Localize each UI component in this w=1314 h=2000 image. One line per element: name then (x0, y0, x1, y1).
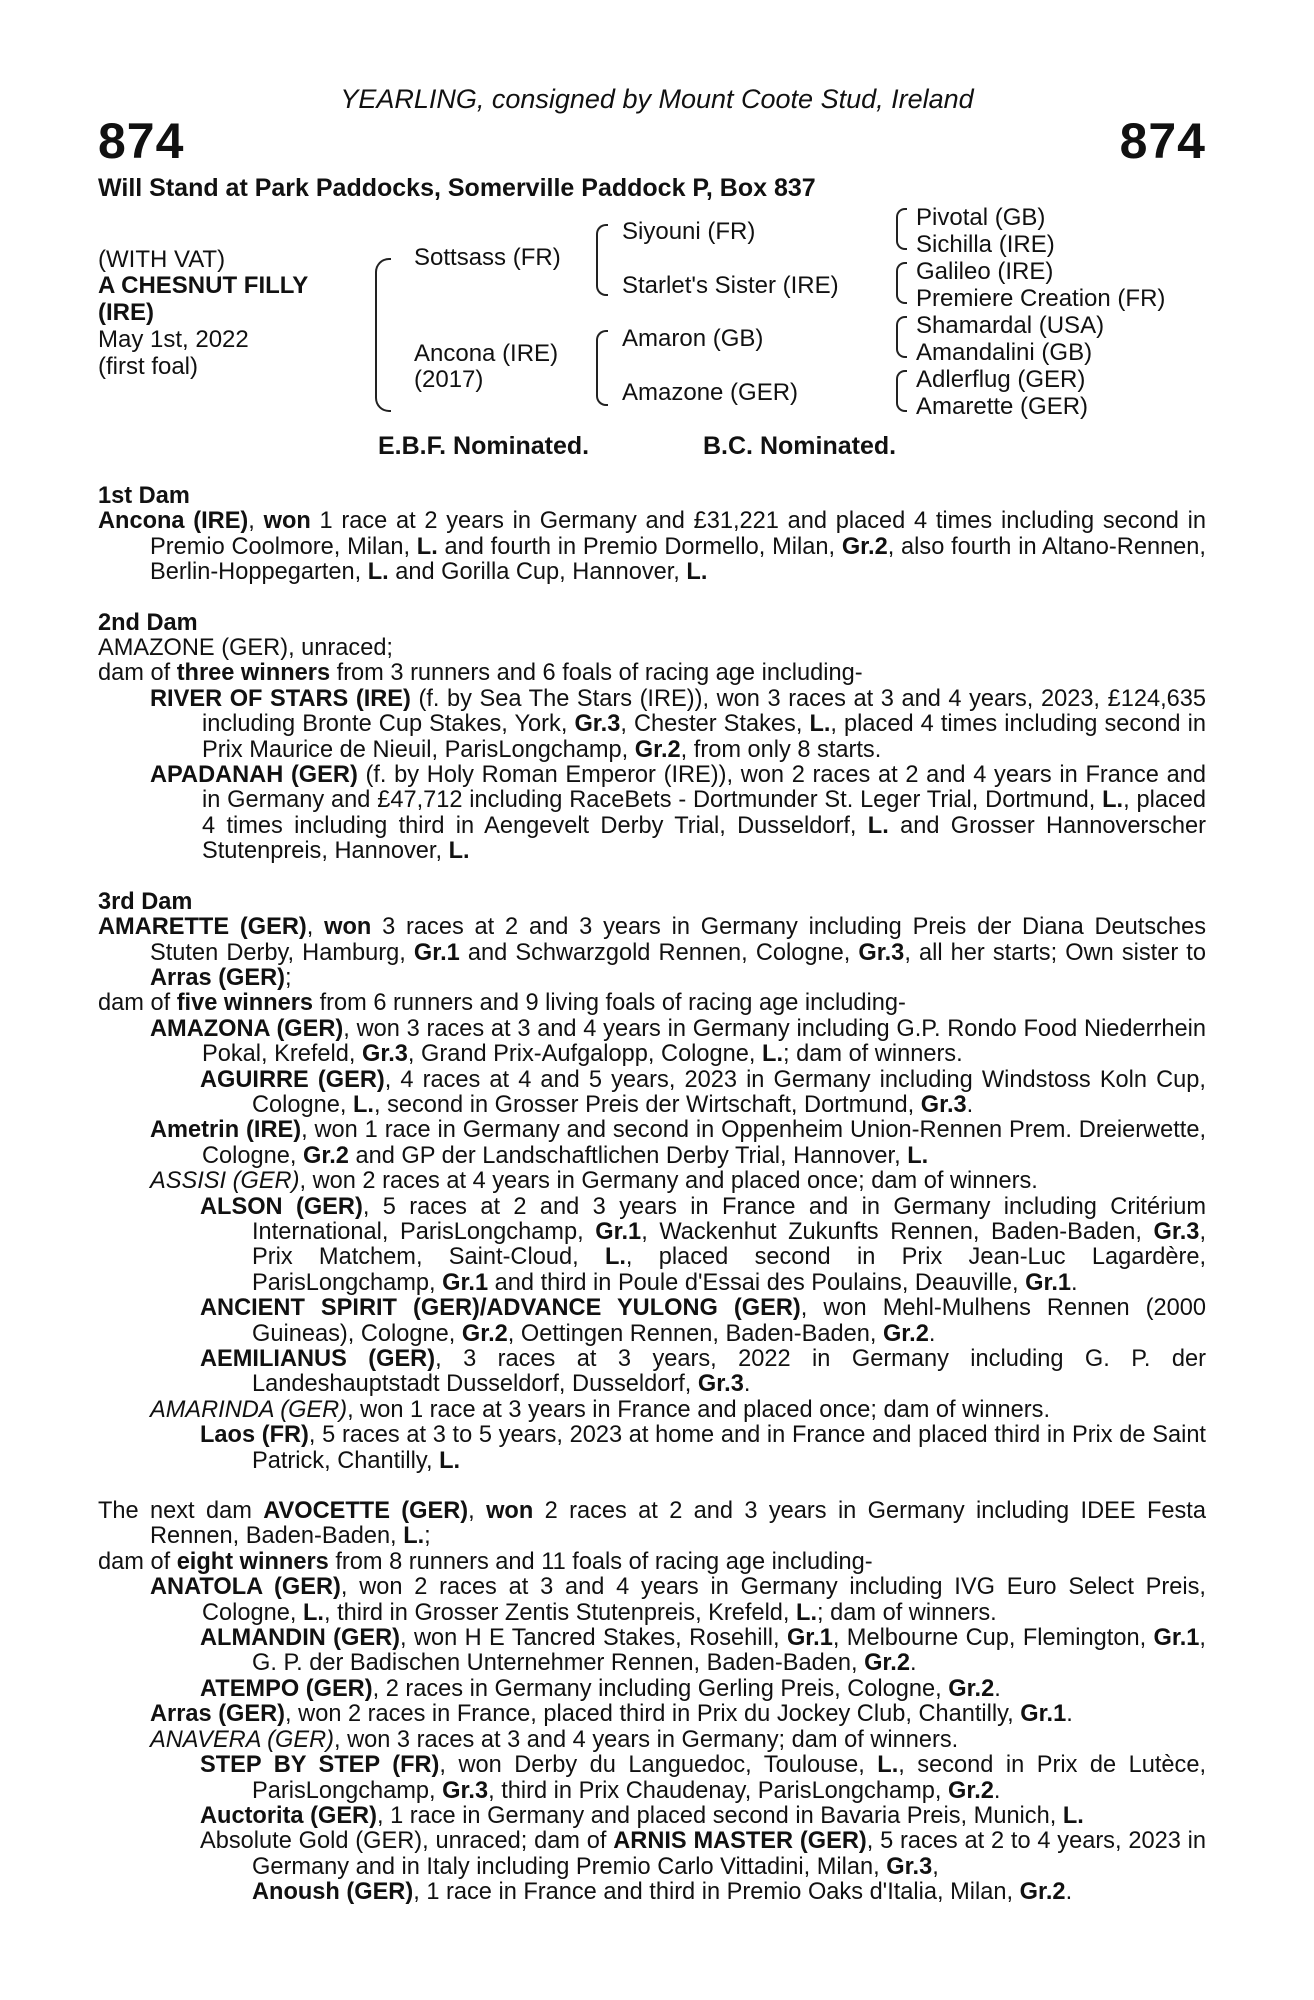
grade-label: L. (1102, 787, 1124, 814)
text: and Schwarzgold Rennen, Cologne, (459, 939, 859, 966)
text: , 5 races at 2 and 3 years in France and in Germany including Critérium International, ParisLongchamp, (252, 1193, 1206, 1245)
text: from 3 runners and 6 foals of racing age including- (330, 660, 863, 687)
grade-label: Gr.3 (362, 1041, 408, 1068)
text: Absolute Gold (GER), unraced; dam of (200, 1828, 614, 1855)
horse-name: Arras (GER) (150, 1701, 286, 1728)
progeny-ancient-spirit (98, 1296, 1206, 1347)
grade-label: Gr.2 (461, 1320, 508, 1347)
grade-label: Gr.3 (442, 1777, 489, 1804)
text: ; dam of winners. (817, 1599, 997, 1626)
grade-label: Gr.2 (303, 1142, 349, 1169)
text: . (910, 1650, 917, 1677)
grade-label: Gr.3 (920, 1091, 967, 1118)
grade-label: L. (448, 838, 470, 865)
text: , 2 races in Germany including Gerling Preis, Cologne, (372, 1675, 949, 1702)
progeny-atempo (98, 1677, 1206, 1702)
text: , won 2 races at 3 and 4 years in Germany including IVG Euro Select Preis, Cologne, (202, 1574, 1206, 1626)
progeny-arras (98, 1702, 1206, 1727)
progeny-alson (98, 1195, 1206, 1297)
grade-label: L. (403, 1523, 425, 1550)
grade-label: Gr.2 (1019, 1879, 1066, 1906)
text: and third in Poule d'Essai des Poulains, Deauville, (488, 1269, 1026, 1296)
dam-dam-dam: Amarette (GER) (916, 393, 1089, 420)
horse-name: ATEMPO (GER) (200, 1675, 373, 1702)
sire-dam-sire: Galileo (IRE) (916, 258, 1054, 285)
sire-dam: Starlet's Sister (IRE) (622, 272, 839, 299)
pedigree-brace-sire (596, 224, 608, 296)
grade-label: L. (416, 533, 438, 560)
progeny-ametrin (98, 1118, 1206, 1169)
catalogue-body (98, 484, 1206, 1906)
text: from 6 runners and 9 living foals of racing age including- (313, 990, 906, 1017)
dam-dam: Amazone (GER) (622, 379, 799, 406)
text: , from only 8 starts. (680, 736, 882, 763)
text: , 1 race in Germany and placed second in Bavaria Preis, Munich, (376, 1802, 1063, 1829)
dam-sire: Amaron (GB) (622, 325, 764, 352)
horse-name: ALSON (GER) (200, 1193, 363, 1220)
lot-number-left: 874 (98, 113, 185, 169)
pedigree-brace-sd (896, 262, 907, 304)
lot-number-right: 874 (1119, 113, 1206, 169)
grade-label: Gr.3 (886, 1853, 933, 1880)
grade-label: Gr.1 (1025, 1269, 1072, 1296)
pedigree-brace-dd (896, 370, 907, 412)
horse-name: AMAZONA (GER) (150, 1015, 344, 1042)
dam-dam-sire: Adlerflug (GER) (916, 366, 1086, 393)
text: , second in Prix de Lutèce, ParisLongchamp, (252, 1752, 1206, 1804)
grade-label: L. (353, 1091, 374, 1118)
horse-country: (IRE) (98, 299, 154, 326)
horse-name-ancona: Ancona (IRE) (98, 508, 249, 535)
text: . (1071, 1269, 1078, 1296)
progeny-auctorita (98, 1804, 1206, 1829)
grade-label: Gr.1 (786, 1625, 833, 1652)
text: . (966, 1091, 974, 1118)
text: , (248, 508, 264, 535)
grade-label: Gr.2 (882, 1320, 929, 1347)
sire-sire-sire: Pivotal (GB) (916, 204, 1046, 231)
sire: Sottsass (FR) (414, 244, 561, 271)
progeny-almandin (98, 1626, 1206, 1677)
text: , won 2 races at 4 years in Germany and placed once; dam of winners. (299, 1168, 1038, 1195)
progeny-step-by-step (98, 1753, 1206, 1804)
text: 1 race at 2 years in Germany and £31,221 and placed 4 times including second in Premio Coolmore, Milan, (150, 508, 1206, 560)
grade-label: Gr.1 (442, 1269, 489, 1296)
horse-name: Auctorita (GER) (200, 1802, 377, 1829)
horse-name: AEMILIANUS (GER) (200, 1346, 436, 1372)
text: . (1065, 1879, 1073, 1906)
text: , placed 4 times including third in Aengevelt Derby Trial, Dusseldorf, (202, 787, 1207, 839)
grade-label: Gr.2 (947, 1777, 994, 1804)
next-dam-entry (98, 1499, 1206, 1550)
grade-label: L. (439, 1447, 461, 1474)
dam-year: (2017) (414, 366, 484, 393)
vat-label: (WITH VAT) (98, 246, 226, 273)
text: , 1 race in France and third in Premio Oaks d'Italia, Milan, (413, 1879, 1020, 1906)
text: The next dam (98, 1498, 264, 1525)
dam-sire-sire: Shamardal (USA) (916, 312, 1105, 339)
progeny-river-of-stars (98, 687, 1206, 763)
progeny-aguirre (98, 1068, 1206, 1119)
horse-name: AVOCETTE (GER) (263, 1498, 469, 1525)
progeny-amazona (98, 1017, 1206, 1068)
horse-name: Ametrin (IRE) (150, 1117, 302, 1144)
horse-name: Arras (GER) (150, 964, 286, 991)
grade-label: L. (604, 1244, 626, 1271)
grade-label: L. (877, 1752, 899, 1779)
horse-name: ARNIS MASTER (GER) (613, 1828, 867, 1855)
text: dam of (98, 990, 177, 1017)
text: , placed 4 times including second in Prix Maurice de Nieuil, ParisLongchamp, (202, 711, 1206, 763)
third-dam-entry (98, 915, 1206, 991)
horse-name: ANCIENT SPIRIT (GER)/ADVANCE YULONG (GER) (200, 1295, 801, 1322)
consignment-line: YEARLING, consigned by Mount Coote Stud, Ireland (340, 84, 974, 114)
horse-name: ANATOLA (GER) (150, 1574, 341, 1601)
text: , Wackenhut Zukunfts Rennen, Baden-Baden, (641, 1218, 1154, 1245)
horse-name: AGUIRRE (GER) (200, 1066, 385, 1093)
text: 3 races at 2 and 3 years in Germany including Preis der Diana Deutsches Stuten Derby, Hamburg, (150, 914, 1206, 966)
grade-label: Gr.1 (413, 939, 460, 966)
dam: Ancona (IRE) (414, 340, 559, 367)
text: , Melbourne Cup, Flemington, (832, 1625, 1154, 1652)
section-heading-second-dam: 2nd Dam (98, 609, 198, 636)
horse-name: ASSISI (GER) (150, 1168, 300, 1195)
dam-sire-dam: Amandalini (GB) (916, 339, 1093, 366)
sire-sire: Siyouni (FR) (622, 218, 756, 245)
text: . (993, 1777, 1001, 1804)
text: , G. P. der Badischen Unternehmer Rennen, Baden-Baden, (252, 1625, 1206, 1677)
text: , 3 races at 3 years, 2022 in Germany including G. P. der Landeshauptstadt Dusseldorf, Dusseldorf, (252, 1346, 1207, 1398)
second-dam-name: AMAZONE (GER), unraced; (98, 635, 393, 662)
progeny-aemilianus (98, 1347, 1206, 1398)
text: , won H E Tancred Stakes, Rosehill, (400, 1625, 787, 1652)
grade-label: L. (867, 812, 889, 839)
stand-location: Will Stand at Park Paddocks, Somerville Paddock P, Box 837 (98, 174, 816, 202)
text: , 5 races at 2 to 4 years, 2023 in Germany and in Italy including Premio Carlo Vittadini, Milan, (252, 1828, 1206, 1880)
grade-label: L. (809, 711, 831, 738)
horse-name: RIVER OF STARS (IRE) (150, 685, 411, 712)
progeny-absolute-gold (98, 1829, 1206, 1905)
won-bold: won (486, 1498, 534, 1525)
grade-label: Gr.3 (697, 1371, 744, 1398)
progeny-anatola (98, 1575, 1206, 1626)
grade-label: Gr.2 (634, 736, 681, 763)
foal-note: (first foal) (98, 353, 199, 380)
pedigree-brace-ds (896, 316, 907, 358)
grade-label: L. (796, 1599, 818, 1626)
grade-label: Gr.3 (1153, 1218, 1200, 1245)
horse-name: Laos (FR) (200, 1422, 309, 1449)
text: , won 3 races at 3 and 4 years in Germany; dam of winners. (333, 1726, 959, 1753)
horse-name: AMARINDA (GER) (150, 1396, 348, 1423)
grade-label: Gr.1 (595, 1218, 642, 1245)
text: , won 1 race at 3 years in France and placed once; dam of winners. (347, 1396, 1051, 1423)
section-heading-third-dam: 3rd Dam (98, 888, 193, 915)
sire-sire-dam: Sichilla (IRE) (916, 231, 1055, 258)
text: , (932, 1853, 939, 1880)
next-dam-produce (98, 1550, 1206, 1575)
progeny-anavera (98, 1728, 1206, 1753)
text: . (994, 1675, 1001, 1702)
horse-name: AMARETTE (GER) (98, 914, 307, 941)
horse-name: STEP BY STEP (FR) (200, 1752, 440, 1779)
progeny-laos (98, 1423, 1206, 1474)
third-dam-produce (98, 991, 1206, 1016)
text: . (743, 1371, 751, 1398)
text: dam of (98, 1548, 177, 1575)
text: , Grand Prix-Aufgalopp, Cologne, (407, 1041, 763, 1068)
text: , all her starts; Own sister to (904, 939, 1206, 966)
horse-name: APADANAH (GER) (150, 762, 358, 789)
won-bold: won (263, 508, 311, 535)
grade-label: Gr.2 (948, 1675, 995, 1702)
text: , third in Grosser Zentis Stutenpreis, Krefeld, (323, 1599, 797, 1626)
text: and Gorilla Cup, Hannover, (388, 559, 687, 586)
text: , also fourth in Altano-Rennen, Berlin-Hoppegarten, (150, 533, 1206, 586)
text: , Prix Matchem, Saint-Cloud, (252, 1218, 1206, 1271)
pedigree-brace-ss (896, 208, 907, 250)
sire-dam-dam: Premiere Creation (FR) (916, 285, 1166, 312)
section-heading-first-dam: 1st Dam (98, 483, 190, 509)
winner-count: eight winners (176, 1548, 329, 1575)
ebf-nominated: E.B.F. Nominated. (378, 432, 590, 460)
text: , Oettingen Rennen, Baden-Baden, (507, 1320, 883, 1347)
grade-label: L. (762, 1041, 783, 1068)
horse-name: A CHESNUT FILLY (98, 272, 309, 299)
grade-label: Gr.3 (574, 711, 621, 738)
grade-label: L. (1062, 1802, 1084, 1829)
text: and Grosser Hannoverscher Stutenpreis, Hannover, (202, 812, 1206, 865)
horse-name: ANAVERA (GER) (150, 1726, 334, 1753)
text: (f. by Sea The Stars (IRE)), won 3 races at 3 and 4 years, 2023, £124,635 including Bronte Cup Stakes, York, (202, 685, 1206, 738)
winner-count: five winners (176, 990, 314, 1017)
text: , won 2 races in France, placed third in Prix du Jockey Club, Chantilly, (285, 1701, 1021, 1728)
text: . (1066, 1701, 1073, 1728)
winner-count: three winners (176, 660, 331, 687)
text: , placed second in Prix Jean-Luc Lagardère, ParisLongchamp, (252, 1244, 1207, 1296)
text: 2 races at 2 and 3 years in Germany including IDEE Festa Rennen, Baden-Baden, (150, 1498, 1206, 1550)
pedigree-brace-main (375, 258, 391, 412)
horse-name: ALMANDIN (GER) (200, 1625, 401, 1652)
text: , (306, 914, 325, 941)
won-bold: won (324, 914, 372, 941)
text: , won 1 race in Germany and second in Oppenheim Union-Rennen Prem. Dreierwette, Cologne, (202, 1117, 1206, 1169)
grade-label: L. (367, 559, 389, 586)
grade-label: L. (303, 1599, 324, 1626)
text: , won 3 races at 3 and 4 years in Germany including G.P. Rondo Food Niederrhein Pokal, Krefeld, (202, 1015, 1206, 1068)
text: ; (285, 964, 292, 991)
text: (f. by Holy Roman Emperor (IRE)), won 2 races at 2 and 4 years in France and in Germany and £47,712 including RaceBets - Dortmunder St. Leger Trial, Dortmund, (202, 762, 1206, 814)
text: , 5 races at 3 to 5 years, 2023 at home and in France and placed third in Prix de Saint Patrick, Chantilly, (252, 1422, 1206, 1474)
text: and GP der Landschaftlichen Derby Trial, Hannover, (348, 1142, 908, 1169)
text: and fourth in Premio Dormello, Milan, (437, 533, 842, 560)
text: , 4 races at 4 and 5 years, 2023 in Germany including Windstoss Koln Cup, Cologne, (252, 1066, 1206, 1118)
grade-label: Gr.2 (841, 533, 888, 560)
progeny-assisi (98, 1169, 1206, 1194)
text: dam of (98, 660, 177, 687)
grade-label: Gr.1 (1020, 1701, 1067, 1728)
progeny-apadanah (98, 763, 1206, 865)
horse-name: Anoush (GER) (252, 1879, 414, 1906)
first-dam-entry (98, 509, 1206, 585)
grade-label: Gr.1 (1153, 1625, 1200, 1652)
text: ; (424, 1523, 431, 1550)
foaling-date: May 1st, 2022 (98, 326, 249, 353)
text: . (928, 1320, 936, 1347)
grade-label: L. (907, 1142, 929, 1169)
text: , won Mehl-Mulhens Rennen (2000 Guineas), Cologne, (252, 1295, 1206, 1347)
text: from 8 runners and 11 foals of racing age including- (328, 1548, 873, 1575)
progeny-amarinda (98, 1398, 1206, 1423)
grade-label: Gr.3 (858, 939, 905, 966)
text: , third in Prix Chaudenay, ParisLongchamp, (488, 1777, 948, 1804)
bc-nominated: B.C. Nominated. (703, 432, 897, 460)
text: , Chester Stakes, (620, 711, 810, 738)
text: , (468, 1498, 487, 1525)
text: , won Derby du Languedoc, Toulouse, (439, 1752, 878, 1779)
text: ; dam of winners. (783, 1041, 963, 1068)
second-dam-produce (98, 661, 1206, 686)
grade-label: L. (686, 559, 708, 586)
grade-label: Gr.2 (864, 1650, 910, 1677)
text: , second in Grosser Preis der Wirtschaft, Dortmund, (373, 1091, 921, 1118)
pedigree-brace-dam (596, 330, 608, 406)
